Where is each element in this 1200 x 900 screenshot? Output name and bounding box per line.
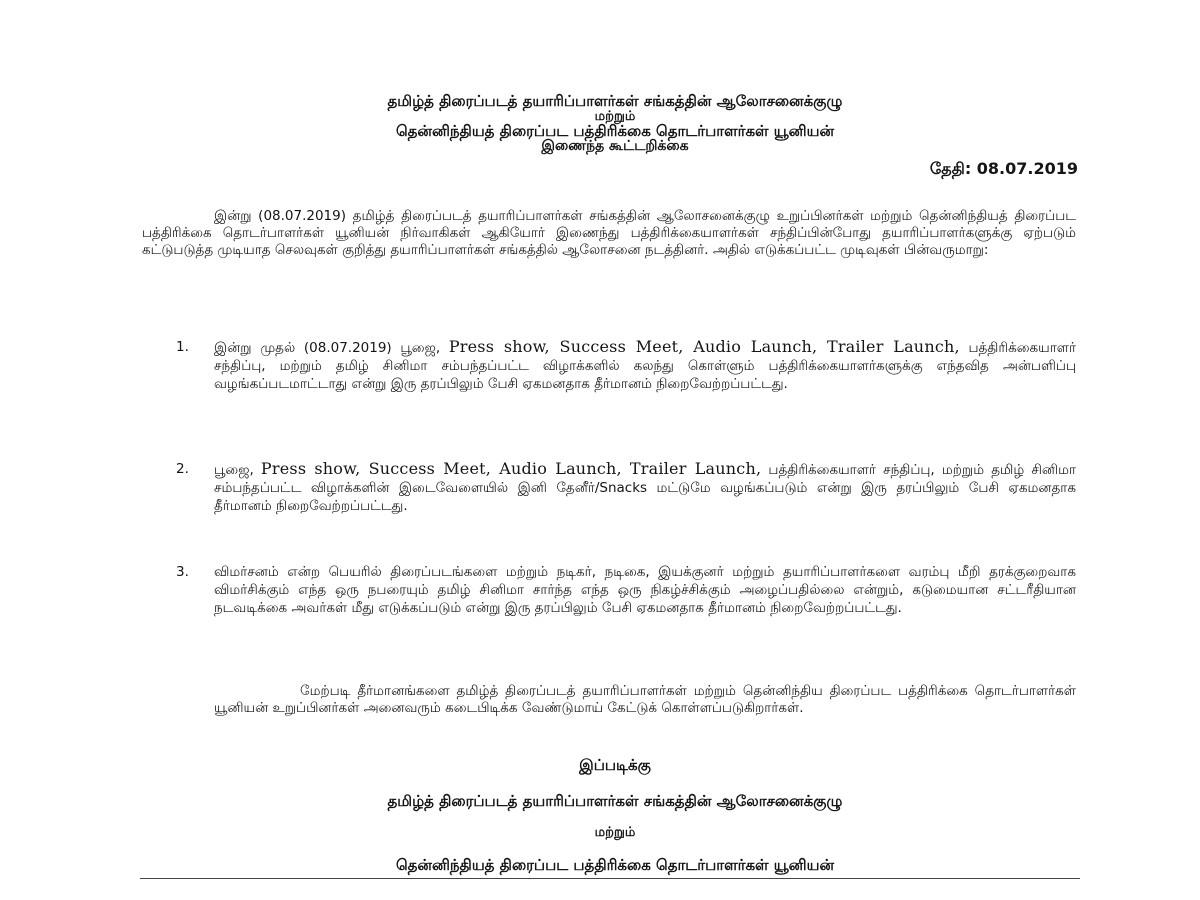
bottom-divider <box>140 878 1080 879</box>
signature-line-and: மற்றும் <box>594 825 636 840</box>
item-text-post: பத்திரிக்கையாளர் சந்திப்பு, மற்றும் தமிழ் சினிமா சம்பந்தப்பட்ட விழாக்களில் கலந்து கொள்ளும் பத்திரிக்கையாளர்களுக்கு எந்தவித அன்பளிப்பு வழங்கப்படமாட்டாது என்று இரு தரப்பிலும் பேசி ஏகமனதாக தீர்மானம் நிறைவேற்றப்பட்டது. <box>214 340 1076 392</box>
resolution-list-1 <box>176 338 1076 393</box>
resolution-list-3 <box>176 563 1076 617</box>
signature-sincerely: இப்படிக்கு <box>579 756 651 774</box>
header-line-1: தமிழ்த் திரைப்படத் தயாரிப்பாளர்கள் சங்கத்தின் ஆலோசனைக்குழு <box>387 92 843 110</box>
item-text-post: பத்திரிக்கையாளர் சந்திப்பு, மற்றும் தமிழ் சினிமா சம்பந்தப்பட்ட விழாக்களின் இடைவேளையில் இனி தேனீர்/Snacks மட்டுமே வழங்கப்படும் என்று இரு தரப்பிலும் பேசி ஏகமனதாக தீர்மானம் நிறைவேற்றப்பட்டது. <box>214 462 1076 514</box>
resolution-item-3 <box>176 563 1076 617</box>
intro-paragraph: இன்று (08.07.2019) தமிழ்த் திரைப்படத் தயாரிப்பாளர்கள் சங்கத்தின் ஆலோசனைக்குழு உறுப்பினர்கள் மற்றும் தென்னிந்தியத் திரைப்பட பத்திரிக்கை தொடர்பாளர்கள் யூனியன் நிர்வாகிகள் ஆகியோர் இணைந்து பத்திரிக்கையாளர்கள் சந்திப்பின்போது தயாரிப்பாளர்களுக்கு ஏற்படும் கட்டுபடுத்த முடியாத செலவுகள் குறித்து தயாரிப்பாளர்கள் சங்கத்தில் ஆலோசனை நடத்தினர். அதில் எடுக்கப்பட்ட முடிவுகள் பின்வருமாறு: <box>142 208 1076 258</box>
item-number: 2. <box>176 461 189 477</box>
header-line-2: மற்றும் <box>594 109 636 124</box>
resolution-item-1 <box>176 338 1076 393</box>
resolution-item-2 <box>176 460 1076 515</box>
document-header <box>150 94 1080 154</box>
item-text-events: Press show, Success Meet, Audio Launch, Trailer Launch, <box>260 459 762 478</box>
item-text-events: Press show, Success Meet, Audio Launch, Trailer Launch, <box>448 337 960 356</box>
item-number: 3. <box>176 564 189 580</box>
signature-line-producers: தமிழ்த் திரைப்படத் தயாரிப்பாளர்கள் சங்கத்தின் ஆலோசனைக்குழு <box>387 792 843 810</box>
item-text-pre: இன்று முதல் (08.07.2019) பூஜை, <box>214 340 449 356</box>
resolution-list-2 <box>176 460 1076 515</box>
item-number: 1. <box>176 339 189 355</box>
signature-line-union: தென்னிந்தியத் திரைப்பட பத்திரிக்கை தொடர்பாளர்கள் யூனியன் <box>395 856 835 874</box>
closing-paragraph: மேற்படி தீர்மானங்களை தமிழ்த் திரைப்படத் தயாரிப்பாளர்கள் மற்றும் தென்னிந்திய திரைப்பட பத்திரிக்கை தொடர்பாளர்கள் யூனியன் உறுப்பினர்கள் அனைவரும் கடைபிடிக்க வேண்டுமாய் கேட்டுக் கொள்ளப்படுகிறார்கள். <box>214 683 1076 716</box>
item-text-pre: விமர்சனம் என்ற பெயரில் திரைப்படங்களை மற்றும் நடிகர், நடிகை, இயக்குனர் மற்றும் தயாரிப்பாளர்களை வரம்பு மீறி தரக்குறைவாக விமர்சிக்கும் எந்த ஒரு நபரையும் தமிழ் சினிமா சார்ந்த எந்த ஒரு நிகழ்ச்சிக்கும் அழைப்பதில்லை என்றும், கடுமையான சட்டரீதியான நடவடிக்கை அவர்கள் மீது எடுக்கப்படும் என்று இரு தரப்பிலும் பேசி ஏகமனதாக தீர்மானம் நிறைவேற்றப்பட்டது. <box>214 564 1076 616</box>
document-date: தேதி: 08.07.2019 <box>929 159 1078 178</box>
header-line-3: தென்னிந்தியத் திரைப்பட பத்திரிக்கை தொடர்பாளர்கள் யூனியன் <box>395 122 835 140</box>
item-text-pre: பூஜை, <box>214 462 261 478</box>
header-line-4: இணைந்த கூட்டறிக்கை <box>541 138 689 154</box>
